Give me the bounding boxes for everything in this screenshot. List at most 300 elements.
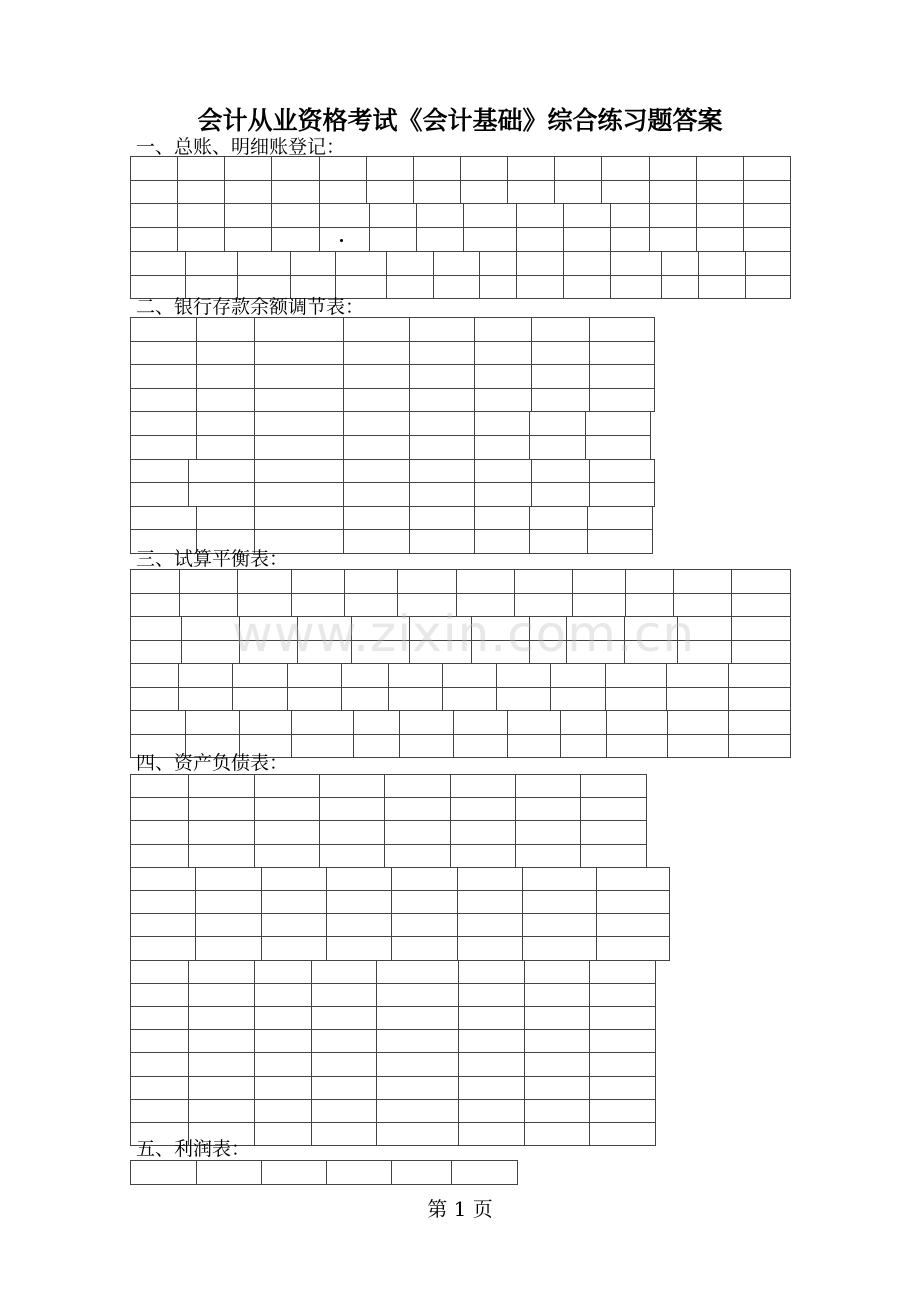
table-cell [261,867,327,891]
table-cell [261,936,327,961]
table-cell [460,156,508,181]
table-cell [610,203,650,228]
table-cell [409,482,475,507]
table-cell [319,774,385,798]
table-cell [450,844,516,868]
table-cell [391,867,458,891]
table-cell [388,663,443,688]
table-cell [413,180,461,204]
table-cell [130,797,189,821]
table-cell [130,1052,189,1077]
table-cell [326,867,392,891]
table-cell [666,687,729,711]
table-cell [254,774,320,798]
table-cell [130,506,197,530]
table-cell [224,156,272,181]
table-cell [130,388,197,412]
table-cell [507,710,561,735]
table-cell [743,180,791,204]
table-cell [130,960,189,984]
table-cell [130,1160,197,1185]
table-cell [524,1029,590,1053]
table-cell [589,960,656,984]
table-cell [743,227,791,252]
table-cell [610,275,662,299]
table-cell [531,459,590,483]
table-cell [661,251,699,276]
table-cell [580,820,647,845]
table-cell [515,774,581,798]
table-cell [605,663,667,688]
table-cell [522,913,597,937]
table-cell [291,710,354,735]
table-cell [529,529,588,554]
table-cell [743,156,791,181]
table-cell [311,1076,377,1100]
table-cell [130,844,189,868]
table-cell [416,227,464,252]
table-cell [311,1099,377,1123]
table-cell [563,203,611,228]
table-cell [237,251,291,276]
table-cell [524,1122,590,1146]
section-heading-income-statement: 五、利润表： [136,1138,251,1160]
table-cell [196,364,255,389]
document-title: 会计从业资格考试《会计基础》综合练习题答案 [197,106,723,135]
table-cell [319,156,367,181]
table-cell [311,1029,377,1053]
table-cell [384,774,451,798]
table-cell [458,1122,525,1146]
table-cell [409,411,475,436]
table-cell [343,506,410,530]
table-cell [610,227,650,252]
table-cell [507,156,555,181]
table-cell [196,435,255,460]
table-cell [311,1052,377,1077]
table-cell [254,844,320,868]
table-cell [479,251,517,276]
table-cell [130,774,189,798]
table-cell [291,734,354,758]
table-cell [343,459,410,483]
table-cell [130,1029,189,1053]
table-cell [369,203,417,228]
table-cell [261,913,327,937]
table-cell [319,180,367,204]
table-cell [589,364,655,389]
table-cell [254,364,344,389]
table-cell [673,569,732,594]
table-cell [195,913,262,937]
table-cell [196,388,255,412]
table-cell [130,459,189,483]
table-cell [572,569,626,594]
table-cell [343,341,410,365]
table-cell [311,983,377,1007]
table-cell [728,734,791,758]
table-cell [271,203,320,228]
table-cell [560,734,607,758]
table-cell [696,227,744,252]
table-cell [130,569,180,594]
table-cell [319,797,385,821]
table-cell [529,506,588,530]
table-cell [409,364,475,389]
table-cell [366,180,414,204]
table-cell [516,275,564,299]
table-cell [130,687,179,711]
table-cell [188,844,255,868]
table-cell [376,1122,459,1146]
table-cell [179,593,238,617]
table-cell [341,663,389,688]
table-cell [531,388,590,412]
table-cell [391,1160,452,1185]
table-cell [177,227,225,252]
table-cell [130,710,186,735]
table-cell [458,1099,525,1123]
table-cell [130,203,178,228]
table-cell [130,936,196,961]
table-cell [580,844,647,868]
table-cell [728,687,791,711]
table-cell [474,459,532,483]
table-cell [457,913,523,937]
ledger-table [130,156,791,299]
table-cell [196,411,255,436]
table-cell [239,710,292,735]
table-cell [457,890,523,914]
table-cell [458,960,525,984]
table-cell [188,459,255,483]
table-cell [311,1122,377,1146]
table-cell [474,482,532,507]
table-cell [606,710,668,735]
table-cell [376,1099,459,1123]
table-cell [311,1006,377,1030]
table-cell [450,820,516,845]
table-cell [515,844,581,868]
table-cell [254,317,344,342]
table-cell [413,156,461,181]
table-cell [731,616,791,641]
table-cell [442,687,497,711]
table-cell [463,203,517,228]
table-cell [130,341,197,365]
table-cell [376,1076,459,1100]
table-cell [507,734,561,758]
table-cell [224,227,272,252]
table-cell [388,687,443,711]
table-cell [397,569,457,594]
table-cell [515,797,581,821]
table-cell [563,275,611,299]
table-cell [399,710,454,735]
table-cell [514,569,573,594]
balance-sheet-table [130,774,670,1146]
table-cell [353,710,400,735]
table-cell [496,663,551,688]
table-cell [585,411,651,436]
table-cell [516,251,564,276]
table-cell [177,180,225,204]
table-cell [130,640,182,664]
section-heading-ledger: 一、总账、明细账登记： [136,136,346,158]
table-cell [343,435,410,460]
table-cell [391,913,458,937]
table-cell [319,844,385,868]
table-cell [625,569,674,594]
table-cell [587,506,653,530]
table-cell [696,180,744,204]
table-cell [376,983,459,1007]
table-cell [522,867,597,891]
table-cell [341,687,389,711]
table-cell [185,710,240,735]
table-cell [254,960,312,984]
table-cell [254,435,344,460]
table-cell [450,774,516,798]
table-cell [474,411,530,436]
table-cell [696,203,744,228]
table-cell [254,1122,312,1146]
table-cell [596,913,670,937]
table-cell [369,227,417,252]
table-cell [409,317,475,342]
table-cell [254,388,344,412]
table-cell [254,820,320,845]
table-cell [516,203,564,228]
table-cell [271,180,320,204]
table-cell [261,890,327,914]
table-cell [531,341,590,365]
table-cell [130,317,197,342]
table-cell [531,317,590,342]
table-cell [589,1029,656,1053]
table-cell [343,411,410,436]
table-cell [554,180,602,204]
table-cell [479,275,517,299]
table-cell [353,734,400,758]
table-cell [232,687,288,711]
table-cell [343,364,410,389]
table-cell [130,1099,189,1123]
table-cell [409,529,475,554]
stray-dot-mark [340,239,343,242]
table-cell [261,1160,327,1185]
table-cell [589,983,656,1007]
table-cell [661,275,699,299]
table-cell [550,663,606,688]
table-cell [649,203,697,228]
table-cell [130,1076,189,1100]
table-cell [743,203,791,228]
table-cell [524,1076,590,1100]
table-cell [515,820,581,845]
table-cell [451,1160,518,1185]
table-cell [130,913,196,937]
table-cell [376,1006,459,1030]
table-cell [271,227,320,252]
table-cell [667,710,729,735]
table-cell [195,936,262,961]
section-heading-bank-reconciliation: 二、银行存款余额调节表： [136,296,365,318]
table-cell [188,960,255,984]
table-cell [343,482,410,507]
table-cell [254,459,344,483]
table-cell [188,1052,255,1077]
table-cell [589,459,655,483]
table-cell [196,341,255,365]
table-cell [580,797,647,821]
table-cell [605,687,667,711]
table-cell [344,569,398,594]
table-cell [453,710,508,735]
table-cell [474,388,532,412]
table-cell [731,593,791,617]
table-cell [130,616,182,641]
table-cell [450,797,516,821]
table-cell [589,1122,656,1146]
table-cell [474,317,532,342]
table-cell [188,1029,255,1053]
table-cell [130,251,186,276]
table-cell [195,890,262,914]
table-cell [522,936,597,961]
table-cell [745,251,791,276]
table-cell [524,1052,590,1077]
table-cell [453,734,508,758]
table-cell [386,275,434,299]
table-cell [343,317,410,342]
table-cell [179,569,238,594]
table-cell [188,774,255,798]
table-cell [130,820,189,845]
table-cell [232,663,288,688]
table-cell [529,411,586,436]
section-heading-trial-balance: 三、试算平衡表： [136,548,289,570]
table-cell [130,364,197,389]
table-cell [589,1099,656,1123]
table-cell [287,687,342,711]
table-cell [457,936,523,961]
table-cell [745,275,791,299]
table-cell [254,341,344,365]
table-cell [649,227,697,252]
table-cell [319,227,370,252]
table-cell [589,482,655,507]
table-cell [291,569,345,594]
table-cell [416,203,464,228]
table-cell [384,797,451,821]
table-cell [550,687,606,711]
table-cell [188,820,255,845]
table-cell [728,663,791,688]
table-cell [319,820,385,845]
table-cell [596,890,670,914]
table-cell [696,156,744,181]
table-cell [391,936,458,961]
table-cell [507,180,555,204]
table-cell [254,1052,312,1077]
table-cell [522,890,597,914]
table-cell [474,341,532,365]
table-cell [524,1099,590,1123]
table-cell [524,983,590,1007]
table-cell [524,960,590,984]
table-cell [433,251,480,276]
table-cell [326,913,392,937]
table-cell [254,482,344,507]
table-cell [601,180,650,204]
table-cell [335,251,387,276]
table-cell [130,867,196,891]
table-cell [188,1006,255,1030]
table-cell [731,569,791,594]
table-cell [589,388,655,412]
table-cell [596,936,670,961]
table-cell [185,251,238,276]
table-cell [560,710,607,735]
table-cell [130,180,178,204]
table-cell [474,435,530,460]
table-cell [698,251,746,276]
table-cell [130,482,189,507]
table-cell [178,687,233,711]
table-cell [458,1006,525,1030]
table-cell [130,1006,189,1030]
table-cell [458,983,525,1007]
table-cell [254,1006,312,1030]
table-cell [580,774,647,798]
table-cell [649,156,697,181]
table-cell [391,890,458,914]
section-heading-balance-sheet: 四、资产负债表： [136,752,289,774]
table-cell [271,156,320,181]
trial-balance-table [130,569,791,758]
table-cell [516,227,564,252]
table-cell [130,411,197,436]
table-cell [442,663,497,688]
table-cell [237,569,292,594]
table-cell [563,227,611,252]
table-cell [589,1052,656,1077]
table-cell [409,435,475,460]
table-cell [589,1076,656,1100]
table-cell [474,506,530,530]
table-cell [319,203,370,228]
watermark: www.zixin.com.cn [232,605,696,663]
table-cell [386,251,434,276]
table-cell [130,663,179,688]
table-cell [326,1160,392,1185]
table-cell [496,687,551,711]
table-cell [130,890,196,914]
table-cell [409,341,475,365]
table-cell [343,388,410,412]
page-number: 第 1 页 [427,1197,493,1221]
table-cell [531,364,590,389]
table-cell [463,227,517,252]
table-cell [589,341,655,365]
table-cell [649,180,697,204]
table-cell [409,388,475,412]
table-cell [177,203,225,228]
table-cell [529,435,586,460]
table-cell [433,275,480,299]
table-cell [188,1076,255,1100]
